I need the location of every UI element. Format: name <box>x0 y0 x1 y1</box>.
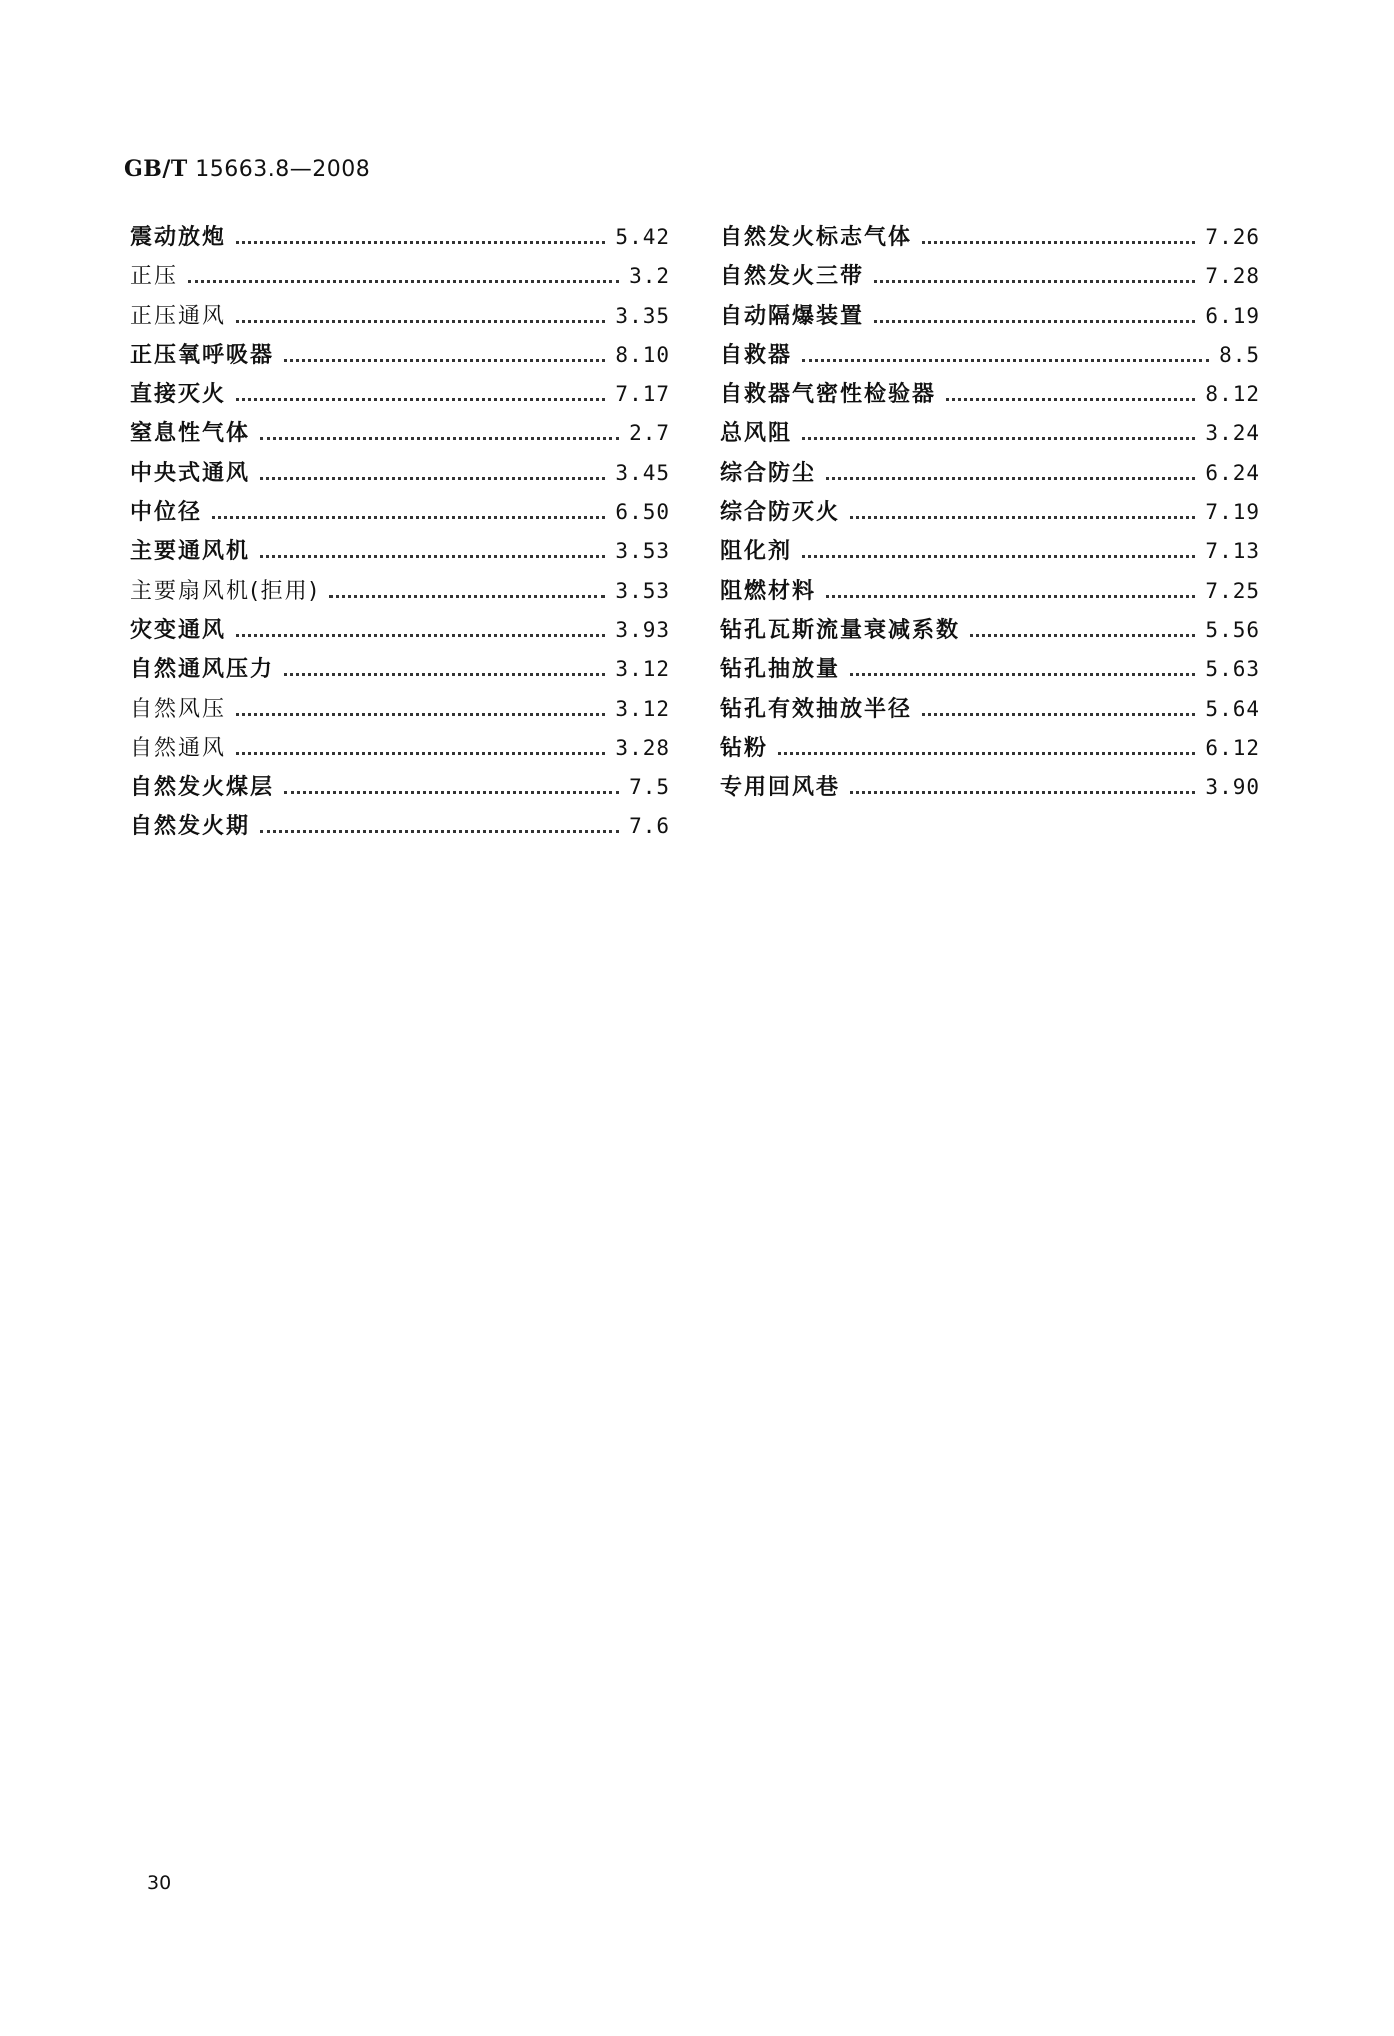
dot-leader <box>236 398 605 401</box>
dot-leader <box>188 280 619 283</box>
index-term: 钻孔有效抽放半径 <box>720 696 913 722</box>
index-reference: 7.26 <box>1205 225 1260 249</box>
index-reference: 3.12 <box>615 657 670 682</box>
index-entry <box>720 768 1260 807</box>
index-term: 综合防尘 <box>720 460 817 486</box>
index-term: 自然发火期 <box>130 814 251 840</box>
dot-leader <box>260 555 605 558</box>
index-entry <box>720 611 1260 650</box>
index-reference: 5.64 <box>1205 696 1260 721</box>
index-entry <box>130 572 670 611</box>
dot-leader <box>284 791 619 794</box>
index-entry <box>130 218 670 257</box>
index-entry <box>720 414 1260 453</box>
index-term: 自然通风压力 <box>130 657 275 683</box>
index-entry <box>130 414 670 453</box>
index-entry <box>720 532 1260 571</box>
index-entry <box>130 257 670 296</box>
index-entry <box>720 650 1260 689</box>
dot-leader <box>802 359 1209 362</box>
index-entry <box>720 493 1260 532</box>
index-reference: 6.12 <box>1205 735 1260 760</box>
index-entry <box>720 454 1260 493</box>
dot-leader <box>850 673 1195 676</box>
index-reference: 5.42 <box>615 225 670 249</box>
dot-leader <box>850 516 1195 519</box>
index-entry <box>130 807 670 846</box>
index-reference: 7.17 <box>615 382 670 407</box>
index-term: 自救器 <box>720 342 793 368</box>
index-reference: 3.12 <box>615 696 670 721</box>
index-column-left <box>130 218 670 847</box>
standard-number: 15663.8—2008 <box>195 157 371 182</box>
index-term: 主要通风机 <box>130 539 251 565</box>
dot-leader <box>802 437 1195 440</box>
index-term: 钻粉 <box>720 735 769 761</box>
index-reference: 3.45 <box>615 460 670 485</box>
index-entry <box>130 493 670 532</box>
index-term: 主要扇风机(拒用) <box>130 578 320 604</box>
index-reference: 6.50 <box>615 500 670 525</box>
dot-leader <box>236 320 605 323</box>
index-entry <box>130 768 670 807</box>
dot-leader <box>236 752 605 755</box>
index-reference: 3.28 <box>615 735 670 760</box>
dot-leader <box>260 437 619 440</box>
dot-leader <box>802 555 1195 558</box>
dot-leader <box>236 713 605 716</box>
index-term: 自然通风 <box>130 735 227 761</box>
page-number: 30 <box>147 1872 172 1894</box>
index-term: 震动放炮 <box>130 225 227 250</box>
index-term: 自动隔爆装置 <box>720 303 865 329</box>
index-entry <box>130 297 670 336</box>
index-term: 自救器气密性检验器 <box>720 382 937 408</box>
index-term: 自然发火标志气体 <box>720 225 913 250</box>
index-term: 正压通风 <box>130 303 227 329</box>
index-reference: 7.6 <box>629 814 670 839</box>
dot-leader <box>260 830 619 833</box>
dot-leader <box>212 516 605 519</box>
dot-leader <box>826 595 1195 598</box>
dot-leader <box>260 477 605 480</box>
index-reference: 6.24 <box>1205 460 1260 485</box>
index-term: 总风阻 <box>720 421 793 447</box>
index-entry <box>720 572 1260 611</box>
standard-prefix: GB/T <box>124 156 188 182</box>
index-reference: 3.53 <box>615 539 670 564</box>
dot-leader <box>874 320 1195 323</box>
index-entry <box>720 336 1260 375</box>
index-reference: 3.93 <box>615 617 670 642</box>
index-reference: 3.35 <box>615 303 670 328</box>
index-reference: 3.2 <box>629 264 670 289</box>
index-reference: 3.53 <box>615 578 670 603</box>
dot-leader <box>329 595 605 598</box>
index-term: 窒息性气体 <box>130 421 251 447</box>
index-term: 自然发火三带 <box>720 264 865 290</box>
index-reference: 8.5 <box>1219 342 1260 367</box>
dot-leader <box>874 280 1195 283</box>
index-reference: 8.12 <box>1205 382 1260 407</box>
dot-leader <box>922 241 1195 244</box>
index-entry <box>130 611 670 650</box>
index-term: 灾变通风 <box>130 617 227 643</box>
index-term: 自然风压 <box>130 696 227 722</box>
index-entry <box>130 532 670 571</box>
standard-header <box>124 156 370 182</box>
index-reference: 8.10 <box>615 342 670 367</box>
index-column-right <box>720 218 1260 807</box>
index-entry <box>720 218 1260 257</box>
dot-leader <box>236 634 605 637</box>
index-reference: 5.56 <box>1205 617 1260 642</box>
index-term: 钻孔瓦斯流量衰减系数 <box>720 617 961 643</box>
index-term: 正压氧呼吸器 <box>130 342 275 368</box>
dot-leader <box>946 398 1195 401</box>
index-reference: 7.5 <box>629 775 670 800</box>
index-reference: 3.24 <box>1205 421 1260 446</box>
index-term: 自然发火煤层 <box>130 775 275 801</box>
dot-leader <box>284 673 605 676</box>
dot-leader <box>778 752 1195 755</box>
dot-leader <box>236 241 605 244</box>
dot-leader <box>922 713 1195 716</box>
index-reference: 7.13 <box>1205 539 1260 564</box>
index-entry <box>720 375 1260 414</box>
index-entry <box>720 297 1260 336</box>
index-entry <box>720 257 1260 296</box>
index-term: 中央式通风 <box>130 460 251 486</box>
index-entry <box>130 690 670 729</box>
index-term: 专用回风巷 <box>720 775 841 801</box>
index-entry <box>130 650 670 689</box>
index-reference: 5.63 <box>1205 657 1260 682</box>
index-term: 钻孔抽放量 <box>720 657 841 683</box>
index-entry <box>720 690 1260 729</box>
index-term: 直接灭火 <box>130 382 227 408</box>
index-reference: 2.7 <box>629 421 670 446</box>
index-reference: 7.28 <box>1205 264 1260 289</box>
index-reference: 7.25 <box>1205 578 1260 603</box>
index-reference: 6.19 <box>1205 303 1260 328</box>
dot-leader <box>284 359 605 362</box>
index-reference: 3.90 <box>1205 775 1260 800</box>
index-term: 阻化剂 <box>720 539 793 565</box>
dot-leader <box>826 477 1195 480</box>
index-term: 中位径 <box>130 500 203 526</box>
index-entry <box>130 454 670 493</box>
index-entry <box>130 336 670 375</box>
dot-leader <box>970 634 1195 637</box>
index-term: 正压 <box>130 264 179 290</box>
index-reference: 7.19 <box>1205 500 1260 525</box>
dot-leader <box>850 791 1195 794</box>
index-term: 综合防灭火 <box>720 500 841 526</box>
index-term: 阻燃材料 <box>720 578 817 604</box>
index-entry <box>720 729 1260 768</box>
index-entry <box>130 375 670 414</box>
index-entry <box>130 729 670 768</box>
